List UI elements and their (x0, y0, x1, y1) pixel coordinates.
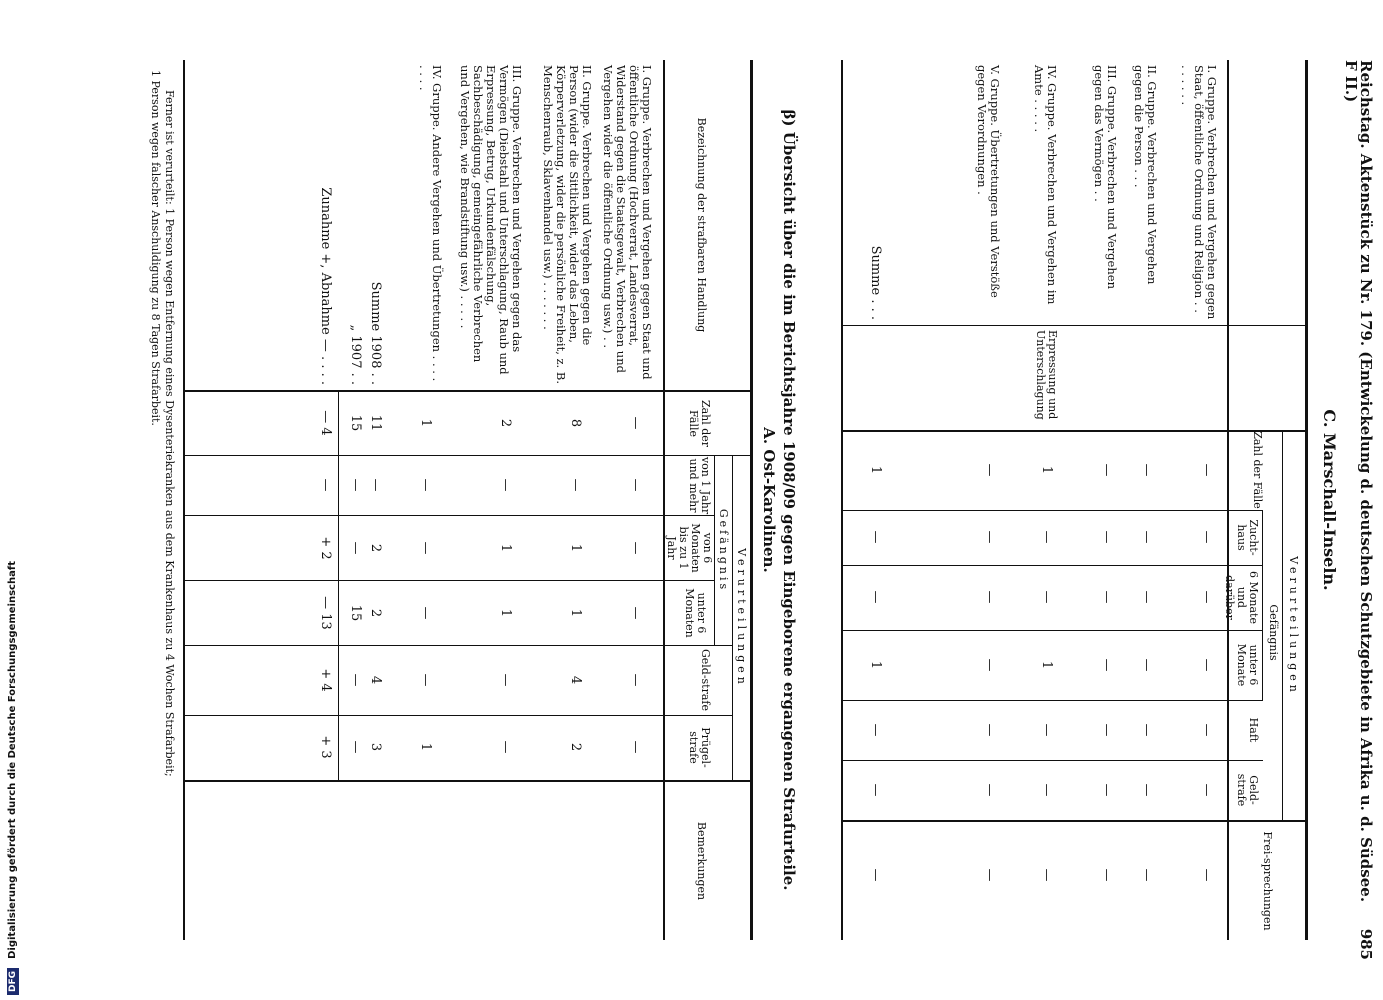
table-c-cell: — (1199, 783, 1214, 797)
table-beta-summe1907-label: „ 1907 . . (348, 324, 363, 385)
table-beta-cell: 1 (568, 608, 583, 618)
table-beta-zunahme-label: Zunahme +, Abnahme — . . . . (318, 187, 333, 385)
table-beta-cell: — (628, 673, 643, 687)
table-beta-summe1908-label: Summe 1908 . . (368, 281, 383, 385)
table-beta-cell: — (418, 541, 433, 555)
table-beta-cell: 8 (568, 418, 583, 428)
table-beta-zunahme-cell: + 4 (318, 668, 333, 692)
table-c-cell: — (1139, 868, 1154, 882)
table-beta-summe1907-cell: — (348, 673, 363, 687)
table-beta-head-rule (663, 60, 665, 940)
table-c-row-note: Erpressung und Unterschlagung (1034, 330, 1059, 420)
table-beta-summe1908-cell: — (368, 478, 383, 492)
table-beta-cell: 1 (498, 608, 513, 618)
footnote-line-2: 1 Person wegen falscher Anschuldigung zu 8 Tagen Strafarbeit. (149, 70, 162, 426)
table-c-cell: — (1039, 723, 1054, 737)
table-beta-sub-rule (732, 456, 733, 780)
table-beta-cell: — (498, 673, 513, 687)
table-beta-row-label: IV. Gruppe. Andere Vergehen und Übertretungen . . . . . . . . (417, 65, 444, 382)
table-beta-col-rule (185, 580, 715, 581)
table-beta-cell: 4 (568, 675, 583, 685)
table-c-col-rule (843, 565, 1263, 566)
credit-strip (2, 0, 22, 995)
table-beta-cell: — (418, 606, 433, 620)
c-head-gefaengnis: Gefängnis (1267, 604, 1280, 661)
table-c-cell: — (982, 530, 997, 544)
table-beta-summe1907-cell: — (348, 541, 363, 555)
table-c-sub-rule (1262, 511, 1263, 700)
table-c-row-label: IV. Gruppe. Verbrechen und Vergehen im Amte . . . . . (1032, 65, 1059, 305)
beta-head-bezeichnung: Bezeichnung der strafbaren Handlung (695, 117, 708, 333)
table-beta-bottom-rule (183, 60, 185, 940)
table-beta-summe1907-cell: 15 (348, 414, 363, 432)
table-c-summe-cell: — (868, 590, 883, 604)
table-beta-zunahme-cell: — 4 (318, 410, 333, 436)
table-c-cell: — (1099, 530, 1114, 544)
table-c-summe-cell: — (868, 868, 883, 882)
table-beta-summe-rule (338, 392, 339, 780)
table-beta-zunahme-cell: + 2 (318, 536, 333, 560)
table-beta-cell: — (628, 416, 643, 430)
beta-head-geldstrafe: Geld-strafe (699, 648, 712, 712)
c-head-zuchthaus: Zucht-haus (1235, 519, 1260, 556)
table-beta-col-rule (185, 455, 750, 456)
table-beta-cell: — (628, 606, 643, 620)
table-beta-zunahme-cell: — (318, 478, 333, 492)
table-beta-summe1907-cell: 15 (348, 604, 363, 622)
table-beta-cell: 2 (498, 418, 513, 428)
table-beta-cell: 1 (418, 742, 433, 752)
dfg-logo: DFG (7, 968, 19, 995)
table-c-summe-cell: — (868, 530, 883, 544)
table-beta-cell: — (628, 478, 643, 492)
table-c-col-rule (843, 760, 1263, 761)
table-c-col-rule (843, 430, 1305, 432)
table-beta-cell: 1 (498, 543, 513, 553)
beta-head-pruegel: Prügel-strafe (687, 727, 712, 768)
table-c-cell: — (982, 658, 997, 672)
table-c-sub-rule (1282, 432, 1283, 820)
table-beta-row-label: III. Gruppe. Verbrechen und Vergehen gegen das Vermögen (Diebstahl und Unterschlagung, Raub und Erpressung, Betrug, Urkundenfälschung, Sachbeschädigung, gemeingefährliche Verbrechen und Vergehen, wie Brandstiftung usw.) . . . . . (458, 65, 524, 375)
table-c-cell: — (1039, 868, 1054, 882)
table-c-bottom-rule (841, 60, 843, 940)
table-c-row-label: III. Gruppe. Verbrechen und Vergehen gegen das Vermögen . . (1092, 65, 1119, 289)
section-c-title: C. Marschall-Inseln. (1320, 409, 1339, 591)
table-c-cell: — (1039, 530, 1054, 544)
table-c-col-rule (843, 510, 1263, 511)
c-head-frei: Frei-sprechungen (1261, 831, 1274, 931)
table-c-cell: — (1039, 590, 1054, 604)
table-beta-zunahme-cell: — 13 (318, 596, 333, 630)
table-c-cell: — (982, 463, 997, 477)
c-head-geldstrafe: Geld-strafe (1235, 773, 1260, 807)
beta-head-gunter6: unter 6 Monaten (683, 588, 708, 638)
table-c-cell: — (982, 723, 997, 737)
table-beta-cell: — (628, 740, 643, 754)
table-c-cell: — (1199, 868, 1214, 882)
footnote-line-1: Ferner ist verurteilt: 1 Person wegen Entfernung eines Dysenteriekranken aus dem Krankenhaus zu 4 Wochen Strafarbeit; (163, 90, 176, 777)
c-head-haft: Haft (1247, 717, 1260, 743)
table-c-summe-cell: 1 (868, 660, 883, 670)
table-beta-cell: 2 (568, 742, 583, 752)
table-beta-col-rule (185, 645, 733, 646)
table-c-cell: 1 (1039, 465, 1054, 475)
section-beta-title: β) Übersicht über die im Berichtsjahre 1908/09 gegen Eingeborene ergangenen Strafurteile. (780, 109, 798, 891)
table-c-cell: — (982, 783, 997, 797)
beta-head-bemerkungen: Bemerkungen (695, 821, 708, 901)
table-beta-col-rule (185, 390, 750, 392)
table-c-row-label: II. Gruppe. Verbrechen und Vergehen gegen die Person . . . (1132, 65, 1159, 285)
table-c-col-rule (843, 630, 1263, 631)
table-beta-summe1908-cell: 2 (368, 543, 383, 553)
table-c-cell: — (982, 868, 997, 882)
table-beta-summe1908-cell: 4 (368, 675, 383, 685)
table-c-cell: — (1199, 658, 1214, 672)
table-c-col-rule (843, 700, 1263, 701)
table-c-cell: — (1099, 783, 1114, 797)
table-c-cell: — (1099, 723, 1114, 737)
table-c-cell: — (1139, 530, 1154, 544)
table-beta-row-label: II. Gruppe. Verbrechen und Vergehen gegen die Person (wider die Sittlichkeit, wider das Leben, Körperverletzung, wider die persönliche Freiheit, z. B. Menschenraub, Sklavenhandel usw.) . . . . . . . (541, 65, 594, 384)
running-header: Reichstag. Aktenstück zu Nr. 179. (Entwickelung d. deutschen Schutzgebiete in Afrika u. d. Südsee. F II.) (1342, 60, 1375, 903)
table-c-cell: — (1099, 463, 1114, 477)
table-beta-summe1907-cell: — (348, 740, 363, 754)
table-c-top-rule (1305, 60, 1308, 940)
table-c-col-rule (843, 325, 1305, 326)
table-beta-cell: — (628, 541, 643, 555)
c-head-g6mehr: 6 Monate und darüber (1223, 571, 1260, 624)
table-c-summe-cell: — (868, 783, 883, 797)
table-beta-cell: 1 (418, 418, 433, 428)
beta-head-zahl: Zahl der Fälle (687, 399, 712, 448)
table-c-cell: 1 (1039, 660, 1054, 670)
table-beta-cell: — (418, 673, 433, 687)
table-c-row-label: V. Gruppe. Übertretungen und Verstöße gegen Verordnungen . (975, 65, 1002, 298)
table-c-cell: — (1199, 463, 1214, 477)
table-beta-cell: 1 (568, 543, 583, 553)
table-c-summe-cell: 1 (868, 465, 883, 475)
table-c-summe-label: Summe . . . (868, 245, 883, 320)
table-beta-zunahme-cell: + 3 (318, 735, 333, 759)
table-c-cell: — (1139, 463, 1154, 477)
table-beta-cell: — (498, 478, 513, 492)
table-beta-summe1908-cell: 2 (368, 608, 383, 618)
table-c-col-rule (843, 820, 1305, 822)
beta-head-g1jahr: von 1 Jahr und mehr (687, 456, 712, 515)
credit-text: Digitalisierung gefördert durch die Deutsche Forschungsgemeinschaft (7, 561, 18, 959)
table-c-cell: — (1139, 658, 1154, 672)
c-head-zahl: Zahl der Fälle (1251, 431, 1264, 509)
table-c-cell: — (1199, 530, 1214, 544)
table-c-cell: — (1099, 868, 1114, 882)
table-c-cell: — (1099, 590, 1114, 604)
table-c-row-label: I. Gruppe. Verbrechen und Vergehen gegen Staat, öffentliche Ordnung und Religion . . . . . . . . (1179, 65, 1219, 320)
beta-head-gefaengnis: Gefängnis (717, 508, 730, 593)
table-beta-sub-rule (714, 456, 715, 645)
table-c-cell: — (1039, 783, 1054, 797)
table-c-cell: — (1199, 723, 1214, 737)
beta-head-verurteilungen: Verurteilungen (735, 548, 748, 688)
table-c-cell: — (1139, 590, 1154, 604)
section-beta-subtitle: A. Ost-Karolinen. (760, 427, 778, 573)
table-c-cell: — (982, 590, 997, 604)
table-beta-top-rule (750, 60, 753, 940)
table-beta-cell: — (498, 740, 513, 754)
table-beta-summe1908-cell: 3 (368, 742, 383, 752)
table-c-cell: — (1139, 783, 1154, 797)
c-head-verurteilungen: Verurteilungen (1287, 556, 1300, 696)
table-c-summe-cell: — (868, 723, 883, 737)
table-c-cell: — (1199, 590, 1214, 604)
table-c-cell: — (1099, 658, 1114, 672)
table-beta-summe1908-cell: 11 (368, 414, 383, 432)
table-beta-row-label: I. Gruppe. Verbrechen und Vergehen gegen Staat und öffentliche Ordnung (Hochverrat, Landesverrat, Widerstand gegen die Staatsgewalt, Verbrechen und Vergehen wider die öffentliche Ordnung usw.) . . (601, 65, 654, 380)
table-beta-col-rule (185, 715, 733, 716)
table-beta-cell: — (418, 478, 433, 492)
table-c-cell: — (1139, 723, 1154, 737)
table-beta-summe1907-cell: — (348, 478, 363, 492)
c-head-g6unter: unter 6 Monate (1235, 643, 1260, 687)
table-beta-col-rule (185, 515, 715, 516)
table-beta-cell: — (568, 478, 583, 492)
page-number: 985 (1357, 928, 1375, 960)
table-beta-col-rule (185, 780, 750, 782)
beta-head-g6bis1: von 6 Monaten bis zu 1 Jahr (665, 523, 714, 573)
table-c-head-rule (1227, 60, 1229, 940)
